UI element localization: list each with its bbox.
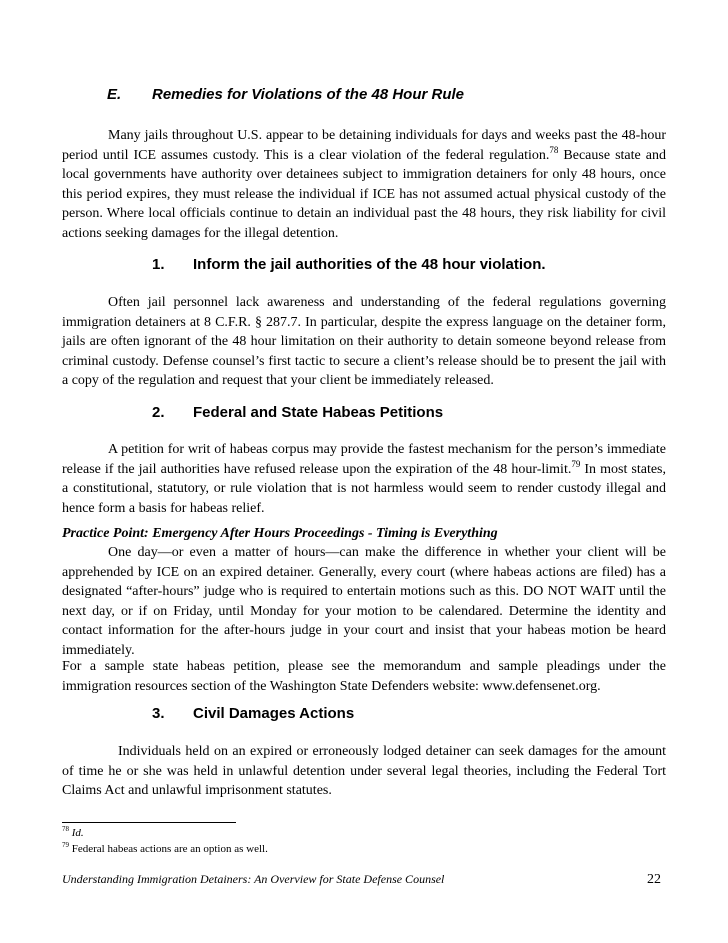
sample-petition-paragraph: For a sample state habeas petition, please see the memorandum and sample pleadings under the immigration resources section of the Washington State Defenders website: www.defensenet.org.: [62, 659, 666, 694]
footnote-79: $^{79}$ Federal habeas actions are an option as well.: [62, 841, 268, 855]
footnote-divider: [62, 822, 236, 823]
section-e-letter: E.: [107, 86, 122, 103]
subsection-3-paragraph: Individuals held on an expired or erroneously lodged detainer can seek damages for the amount of time he or she was held in unlawful detention under several legal theories, including the Federal Tort Claims Act and unlawful imprisonment statutes.: [62, 744, 666, 798]
intro-text: Many jails throughout U.S. appear to be detaining individuals for days and weeks past the 48-hour period until ICE assumes custody. This is a clear violation of the federal regulation.: [62, 128, 666, 163]
footer-title: Understanding Immigration Detainers: An Overview for State Defense Counsel: [62, 872, 445, 886]
practice-point-paragraph: One day—or even a matter of hours—can make the difference in whether your client will be apprehended by ICE on an expired detainer. Generally, every court (where habeas actions are filed) has a designated “after-hours” judge who is required to entertain motions such as this. DO NOT WAIT until the next day, or if on Friday, until Monday for your motion to be calendared. Determine the identity and contact information for the after-hours judge in your court and insist that your habeas motion be heard immediately.: [62, 545, 666, 658]
subsection-3-title: Civil Damages Actions: [193, 705, 355, 722]
subsection-1-paragraph: Often jail personnel lack awareness and understanding of the federal regulations governing immigration detainers at 8 C.F.R. § 287.7. In particular, despite the express language on the detainer form, jails are often ignorant of the 48 hour limitation on their authority to detain someone beyond release from criminal custody. Defense counsel’s first tactic to secure a client’s release should be to present the jail with a copy of the regulation and request that your client be immediately released.: [62, 295, 666, 388]
subsection-2-paragraph: [62, 440, 666, 518]
habeas-text: A petition for writ of habeas corpus may provide the fastest mechanism for the person’s immediate release if the jail authorities have refused release upon the expiration of the 48 hour-limit.: [62, 442, 666, 477]
habeas-text-continued: In most states, a constitutional, statutory, or rule violation that is not harmless would seem to render custody illegal and hence form a basis for habeas relief.: [62, 461, 666, 516]
footnote-ref-78: 78: [549, 144, 559, 155]
footnote-78: $^{78}$ Id.: [62, 825, 84, 839]
intro-text-continued: Because state and local governments have authority over detainees subject to immigration detainers for only 48 hours, once this period expires, they must release the individual if ICE has not assumed actual physical custody of the person. Where local officials continue to detain an individual past the 48 hours, they risk liability for civil actions seeking damages for the illegal detention.: [62, 147, 666, 241]
practice-point-title: Practice Point: Emergency After Hours Proceedings - Timing is Everything: [62, 526, 498, 541]
subsection-1-title: Inform the jail authorities of the 48 hour violation.: [193, 256, 546, 273]
section-e-title: Remedies for Violations of the 48 Hour Rule: [152, 86, 464, 103]
page-number: 22: [647, 872, 661, 887]
subsection-1-number: 1.: [152, 256, 165, 273]
intro-paragraph: [62, 126, 666, 243]
subsection-2-title: Federal and State Habeas Petitions: [193, 404, 444, 421]
subsection-3-number: 3.: [152, 705, 165, 722]
subsection-2-number: 2.: [152, 404, 165, 421]
footnote-ref-79: 79: [571, 458, 581, 469]
